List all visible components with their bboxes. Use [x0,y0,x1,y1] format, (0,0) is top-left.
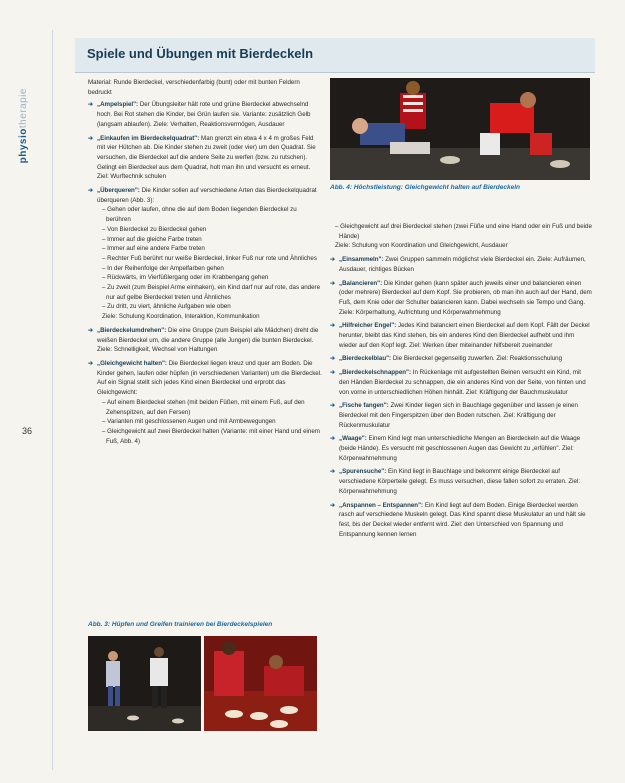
list-item [330,467,592,496]
list-item [330,368,592,397]
children-grabbing-photo [204,636,317,731]
item-title: „Balancieren": [339,279,383,287]
arrow-icon: ➔ [330,279,336,287]
item-title: „Waage": [339,435,367,443]
item-text: Die Kinder sollen auf verschiedene Arten das Bierdeckelquadrat überqueren (Abb. 3): [97,187,317,204]
page-title: Spiele und Übungen mit Bierdeckeln [87,46,314,61]
arrow-icon: ➔ [88,359,94,367]
item-title: „Gleichgewicht halten": [97,359,167,367]
caption-abb4: Abb. 4: Höchstleistung: Gleichgewicht halten auf Bierdeckeln [330,184,520,191]
list-item [330,255,592,274]
sub-item: Ziele: Schulung von Koordination und Gleichgewicht, Ausdauer [335,242,508,250]
right-items [330,255,592,539]
list-item [88,100,323,129]
sub-item: – Gehen oder laufen, ohne die auf dem Boden liegenden Bierdeckel zu berühren [102,206,297,224]
sub-item: – Rechter Fuß berührt nur weiße Bierdeckel, linker Fuß nur rote und Ähnliches [102,254,317,262]
arrow-icon: ➔ [330,501,336,509]
item-text: Der Übungsleiter hält rote und grüne Bierdeckel abwechselnd hoch. Bei Rot stehen die Kinder, bei Grün laufen sie. Variante: zusätzlich Gelb (langsam ablaufen). Ziele: Verhalten, Reaktionsvermögen, Ausdauer [97,101,311,128]
item-title: „Überqueren": [97,187,140,195]
item-text: Die eine Gruppe (zum Beispiel alle Mädchen) dreht die weißen Bierdeckel um, die andere Gruppe (alle Jungen) die bunten Bierdeckel. Ziele: Schnelligkeit, Wechsel von Haltungen [97,326,319,354]
item-text: Zwei Gruppen sammeln möglichst viele Bierdeckel ein. Ziele: Aufräumen, Ausdauer, richtiges Bücken [339,256,586,273]
arrow-icon: ➔ [330,402,336,410]
list-item [330,279,592,318]
caption-abb3: Abb. 3: Hüpfen und Greifen trainieren bei Bierdeckelspielen [88,621,273,628]
sub-item: – Von Bierdeckel zu Bierdeckel gehen [102,225,207,233]
list-item [330,434,592,463]
sub-item: – Zu dritt, zu viert, ähnliche Aufgaben wie oben [102,303,231,311]
item-text: Die Bierdeckel liegen kreuz und quer am Boden. Die Kinder gehen, laufen oder hüpfen (in verschiedenen Varianten) um die Bierdeckel. Auf ein Signal stellt sich jedes Kind einen Bierdeckel und erprobt das Gleichgewicht: [97,359,322,397]
arrow-icon: ➔ [330,369,336,377]
item-text: Die Kinder gehen (kann später auch jeweils einer und balancieren einen (oder mehrere) Bierdeckel auf dem Kopf. Sie probieren, ob man ihn auch auf der Hand, dem Fuß, dem Knie oder der Schulter balancieren kann. Dabei wechseln sie Tempo und Gang. Ziele: Körperhaltung, Aufrichtung und Körperwahrnehmung [339,279,592,316]
arrow-icon: ➔ [88,134,94,142]
item-text: Einem Kind legt man unterschiedliche Mengen an Bierdeckeln auf die Waage (beide Hände). Es versucht mit geschlossenen Augen das Gewicht zu „erfühlen". Ziel: Körperwahrnehmung [339,435,581,462]
item-title: „Bierdeckelblau": [339,355,392,363]
item-title: „Spurensuche": [339,468,387,476]
list-item [330,321,592,350]
sub-item: – In der Reihenfolge der Ampelfarben gehen [102,264,224,272]
sub-item: – Rückwärts, im Vierfüßlergang oder im Krabbengang gehen [102,274,269,282]
arrow-icon: ➔ [330,256,336,264]
margin-rule [52,30,53,770]
item-title: „Ampelspiel": [97,101,139,109]
item-sublist [97,398,323,447]
sub-item: – Immer auf eine andere Farbe treten [102,245,205,253]
title-bar [75,38,595,73]
item-text: Zwei Kinder liegen sich in Bauchlage gegenüber und lassen je einen Bierdeckel mit den Fingerspitzen über den Boden rutschen. Ziel: Kräftigung der Rückenmuskulatur [339,402,578,429]
item-title: „Anspannen – Entspannen": [339,501,424,509]
page-number: 36 [22,426,33,436]
item-title: „Einsammeln": [339,256,384,264]
item-text: Ein Kind liegt in Bauchlage und bekommt einige Bierdeckel auf verschiedene Körperteile gelegt. Es muss versuchen, diese fallen sofort zu erraten. Ziel: Körperwahrnehmung [339,468,581,495]
item-text: Man grenzt ein etwa 4 x 4 m großes Feld mit vier Hütchen ab. Die Kinder stehen zu zweit (oder vier) um den Quadrat. Sie versuchen, die Bierdeckel auf die andere Seite zu werfen (bzw. zu rutschen). Gelingt ein Bierdeckel aus dem Quadrat, holt man ihn und versucht es erneut. Ziel: Wurftechnik schulen [97,134,316,181]
item-title: „Bierdeckelschnappen": [339,369,412,377]
material-text: Material: Runde Bierdeckel, verschiedenfarbig (bunt) oder mit bunten Feldern bedruckt [88,79,300,96]
right-first-sublist [330,222,592,251]
item-text: Die Bierdeckel gegenseitig zuwerfen. Ziel: Reaktionsschulung [392,355,563,363]
item-title: „Fische fangen": [339,402,389,410]
sub-item: – Gleichgewicht auf zwei Bierdeckel halten (Variante: mit einer Hand und einem Fuß, Abb. 4) [102,427,320,445]
right-margin-label [607,700,619,770]
arrow-icon: ➔ [330,468,336,476]
left-column [88,78,323,450]
list-item [330,501,592,540]
sub-item: – Zu zweit (zum Beispiel Arme einhaken), ein Kind darf nur auf rote, das andere nur auf gelbe Bierdeckel treten und Ähnliches [102,284,321,301]
arrow-icon: ➔ [330,355,336,363]
item-text: In Rückenlage mit aufgestellten Beinen versucht ein Kind, mit den Händen Bierdeckel zu schnappen, die ein anderes Kind von der Seite, von hinten und von vorne in unterschiedlichen Höhen hinhält. Ziel: Kräftigung der Bauchmuskulatur [339,369,586,396]
arrow-icon: ➔ [330,322,336,330]
left-items [88,100,323,446]
list-item [88,359,323,446]
item-title: „Einkaufen im Bierdeckelquadrat": [97,134,200,142]
list-item [88,186,323,322]
list-item [88,134,323,183]
arrow-icon: ➔ [88,187,94,195]
sub-item: – Auf einem Bierdeckel stehen (mit beiden Füßen, mit einem Fuß, auf den Zehenspitzen, auf den Fersen) [102,398,305,416]
section-label [18,88,34,208]
list-item [330,354,592,364]
sub-item: – Varianten mit geschlossenen Augen und mit Armbewegungen [102,418,276,426]
children-balancing-photo [330,78,590,180]
sub-item: – Gleichgewicht auf drei Bierdeckel stehen (zwei Füße und eine Hand oder ein Fuß und beide Hände) [335,223,592,240]
item-text: Jedes Kind balanciert einen Bierdeckel auf dem Kopf. Fällt der Deckel herunter, bleibt das Kind stehen, bis ein anderes Kind den Bierdeckel aufhebt und ihm wieder auf den Kopf legt. Ziel: Werken über miteinander hilfsbereit zueinander [339,322,590,349]
list-item [88,326,323,355]
arrow-icon: ➔ [330,435,336,443]
item-title: „Bierdeckelumdrehen": [97,326,167,334]
item-sublist [97,205,323,321]
right-column [330,222,592,543]
children-hopping-photo [88,636,201,731]
item-title: „Hilfreicher Engel": [339,322,397,330]
list-item [330,401,592,430]
sub-item: Ziele: Schulung Koordination, Interaktion, Kommunikation [102,313,260,321]
arrow-icon: ➔ [88,101,94,109]
section-label-b: therapie [18,88,29,129]
sub-item: – Immer auf die gleiche Farbe treten [102,235,202,243]
item-text: Ein Kind liegt auf dem Boden. Einige Bierdeckel werden rasch auf verschiedene Muskeln gelegt. Das Kind spannt diese Muskulatur an und hält sie fest, bis der Deckel wieder entfernt wird. Ziel: den Unterschied von Spannung und Entspannung kennen lernen [339,501,586,538]
section-label-a: physio [18,128,29,164]
arrow-icon: ➔ [88,326,94,334]
